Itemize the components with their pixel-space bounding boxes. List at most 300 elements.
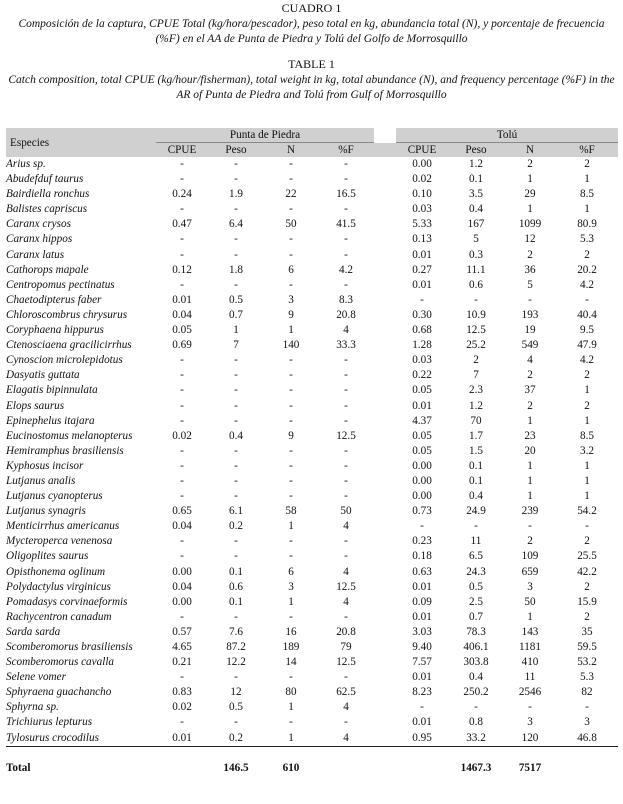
table-row [6, 353, 618, 368]
value-cell: 4 [343, 520, 349, 533]
value-cell: - [344, 384, 348, 397]
value-cell: - [344, 716, 348, 729]
table-row [6, 670, 618, 685]
value-cell: - [234, 414, 238, 427]
value-cell: 0.01 [412, 716, 432, 729]
value-cell: 53.2 [577, 656, 597, 669]
value-cell: 1 [584, 173, 590, 186]
value-cell: - [344, 610, 348, 623]
value-cell: 8.23 [412, 686, 432, 699]
value-cell: - [234, 384, 238, 397]
value-cell: 3 [527, 580, 533, 593]
value-cell: 1 [288, 701, 294, 714]
value-cell: 29 [524, 188, 536, 201]
value-cell: 8.5 [580, 429, 594, 442]
value-cell: 12.5 [466, 324, 486, 337]
value-cell: - [474, 293, 478, 306]
value-cell: 2.5 [469, 595, 483, 608]
value-cell: 46.8 [577, 731, 597, 744]
value-cell: 1.5 [469, 444, 483, 457]
value-cell: 0.00 [412, 474, 432, 487]
value-cell: 0.4 [469, 490, 483, 503]
value-cell: 36 [524, 263, 536, 276]
value-cell: - [344, 369, 348, 382]
value-cell: 0.4 [469, 203, 483, 216]
value-cell: 659 [521, 565, 539, 578]
column-gap [374, 143, 396, 158]
value-cell: 20.8 [336, 308, 356, 321]
column-gap [374, 565, 396, 580]
subheader-cpue: CPUE [396, 143, 448, 158]
table-row [6, 399, 618, 414]
value-cell: - [234, 490, 238, 503]
value-cell: 5.3 [580, 233, 594, 246]
value-cell: 120 [521, 731, 539, 744]
value-cell: 0.01 [412, 248, 432, 261]
value-cell: - [180, 369, 184, 382]
value-cell: 15.9 [577, 595, 597, 608]
value-cell: 11.1 [466, 263, 486, 276]
value-cell: - [289, 716, 293, 729]
value-cell: 0.5 [469, 580, 483, 593]
value-cell: 4.2 [580, 354, 594, 367]
value-cell: - [180, 354, 184, 367]
total-label: Total [6, 761, 31, 774]
species-header: Especies [6, 128, 156, 157]
species-name: Chaetodipterus faber [6, 293, 102, 306]
value-cell: - [344, 474, 348, 487]
value-cell: 0.13 [412, 233, 432, 246]
column-gap [374, 549, 396, 564]
catch-table [6, 128, 618, 776]
species-name: Oligoplites saurus [6, 550, 89, 563]
value-cell: 2 [584, 369, 590, 382]
value-cell: 4 [343, 731, 349, 744]
value-cell: 3 [584, 716, 590, 729]
value-cell: - [420, 701, 424, 714]
document-page [0, 1, 623, 804]
value-cell: 1 [288, 731, 294, 744]
value-cell: 1.28 [412, 339, 432, 352]
value-cell: 0.00 [412, 158, 432, 170]
value-cell: 78.3 [466, 625, 486, 638]
subheader-cpue: CPUE [156, 143, 208, 158]
table-row [6, 368, 618, 383]
table-row [6, 655, 618, 670]
column-gap [374, 655, 396, 670]
table-row [6, 534, 618, 549]
value-cell: - [344, 399, 348, 412]
value-cell: - [289, 203, 293, 216]
value-cell: - [180, 203, 184, 216]
species-name: Caranx latus [6, 248, 65, 261]
value-cell: 1 [527, 173, 533, 186]
value-cell: 79 [340, 641, 352, 653]
value-cell: 0.1 [469, 173, 483, 186]
value-cell: - [289, 173, 293, 186]
species-name: Rachycentron canadum [6, 610, 112, 623]
value-cell: 0.01 [412, 610, 432, 623]
value-cell: 2 [584, 399, 590, 412]
value-cell: 3 [288, 580, 294, 593]
value-cell: - [180, 158, 184, 170]
value-cell: 1.2 [469, 158, 483, 170]
value-cell: 14 [285, 656, 297, 669]
total-tolu-peso: 1467.3 [460, 761, 492, 774]
species-name: Caranx hippos [6, 233, 73, 246]
value-cell: 2 [527, 248, 533, 261]
column-gap [374, 172, 396, 187]
column-gap [374, 685, 396, 700]
value-cell: 8.3 [339, 293, 353, 306]
column-gap [374, 232, 396, 247]
value-cell: 42.2 [577, 565, 597, 578]
value-cell: - [234, 233, 238, 246]
value-cell: 109 [521, 550, 539, 563]
value-cell: 1 [584, 414, 590, 427]
value-cell: 0.6 [469, 278, 483, 291]
value-cell: - [344, 248, 348, 261]
value-cell: 167 [467, 218, 485, 231]
value-cell: 0.01 [412, 671, 432, 684]
value-cell: 2546 [518, 686, 542, 699]
value-cell: 2 [584, 610, 590, 623]
value-cell: 50 [524, 595, 536, 608]
value-cell: 0.47 [172, 218, 192, 231]
table-row [6, 504, 618, 519]
value-cell: 1 [527, 610, 533, 623]
species-name: Bairdiella ronchus [6, 188, 90, 201]
value-cell: 7 [473, 369, 479, 382]
value-cell: 140 [282, 339, 300, 352]
value-cell: 0.05 [412, 384, 432, 397]
table-row [6, 248, 618, 263]
value-cell: 0.1 [229, 565, 243, 578]
value-cell: - [289, 233, 293, 246]
value-cell: 50 [340, 505, 352, 518]
value-cell: 9 [288, 308, 294, 321]
species-name: Elagatis bipinnulata [6, 384, 98, 397]
value-cell: 1 [233, 324, 239, 337]
value-cell: 0.05 [412, 429, 432, 442]
value-cell: - [585, 293, 589, 306]
subheader-peso: Peso [448, 143, 504, 158]
group-header-punta-de-piedra: Punta de Piedra [156, 128, 374, 143]
value-cell: - [344, 278, 348, 291]
value-cell: - [420, 520, 424, 533]
value-cell: - [528, 520, 532, 533]
value-cell: 303.8 [463, 656, 489, 669]
value-cell: 24.3 [466, 565, 486, 578]
species-name: Scomberomorus cavalla [6, 656, 115, 669]
column-gap [374, 640, 396, 655]
cuadro-title: CUADRO 1 [281, 1, 342, 15]
value-cell: - [180, 278, 184, 291]
table-row [6, 232, 618, 247]
species-name: Balistes capriscus [6, 203, 88, 216]
total-pp-peso: 146.5 [223, 761, 249, 774]
table-row [6, 278, 618, 293]
value-cell: 5.33 [412, 218, 432, 231]
value-cell: - [289, 444, 293, 457]
value-cell: 0.63 [412, 565, 432, 578]
table-row [6, 429, 618, 444]
value-cell: 8.5 [580, 188, 594, 201]
value-cell: 10.9 [466, 308, 486, 321]
value-cell: - [234, 399, 238, 412]
value-cell: - [289, 671, 293, 684]
table-row [6, 323, 618, 338]
value-cell: 3.03 [412, 625, 432, 638]
value-cell: - [289, 399, 293, 412]
table-row [6, 383, 618, 398]
value-cell: 0.22 [412, 369, 432, 382]
value-cell: - [180, 610, 184, 623]
value-cell: 12.2 [226, 656, 246, 669]
value-cell: 0.69 [172, 339, 192, 352]
column-gap [374, 323, 396, 338]
value-cell: 47.9 [577, 339, 597, 352]
value-cell: 12.5 [336, 429, 356, 442]
value-cell: - [344, 233, 348, 246]
value-cell: 3.5 [469, 188, 483, 201]
value-cell: 58 [285, 505, 297, 518]
table-row [6, 519, 618, 534]
value-cell: - [528, 293, 532, 306]
value-cell: 1.8 [229, 263, 243, 276]
species-name: Lutjanus analis [6, 474, 76, 487]
value-cell: 6.4 [229, 218, 243, 231]
value-cell: - [344, 158, 348, 170]
value-cell: 25.5 [577, 550, 597, 563]
column-gap [374, 580, 396, 595]
value-cell: 33.3 [336, 339, 356, 352]
total-pp-n: 610 [282, 761, 300, 774]
column-gap [374, 383, 396, 398]
value-cell: 20 [524, 444, 536, 457]
value-cell: - [289, 158, 293, 170]
value-cell: - [234, 474, 238, 487]
value-cell: 0.57 [172, 625, 192, 638]
species-name: Centropomus pectinatus [6, 278, 115, 291]
species-name: Selene vomer [6, 671, 66, 684]
column-gap [374, 715, 396, 730]
table-row [6, 444, 618, 459]
value-cell: 0.18 [412, 550, 432, 563]
value-cell: 0.05 [412, 444, 432, 457]
value-cell: 1 [288, 595, 294, 608]
value-cell: 6.1 [229, 505, 243, 518]
value-cell: 4 [343, 324, 349, 337]
value-cell: 2 [527, 535, 533, 548]
group-header-tolu: Tolú [396, 128, 618, 143]
value-cell: 2 [473, 354, 479, 367]
value-cell: - [344, 444, 348, 457]
value-cell: 1.2 [469, 399, 483, 412]
value-cell: 239 [521, 505, 539, 518]
value-cell: - [180, 444, 184, 457]
value-cell: - [344, 414, 348, 427]
value-cell: 22 [285, 188, 297, 201]
total-separator [6, 746, 618, 761]
value-cell: 3.2 [580, 444, 594, 457]
value-cell: - [180, 474, 184, 487]
value-cell: 0.01 [172, 293, 192, 306]
value-cell: 0.04 [172, 580, 192, 593]
value-cell: 0.03 [412, 203, 432, 216]
value-cell: - [180, 550, 184, 563]
table-row [6, 474, 618, 489]
species-name: Opisthonema oglinum [6, 565, 106, 578]
value-cell: 35 [581, 625, 593, 638]
value-cell: 12.5 [336, 580, 356, 593]
value-cell: - [289, 459, 293, 472]
value-cell: 24.9 [466, 505, 486, 518]
value-cell: - [344, 671, 348, 684]
species-name: Sphyraena guachancho [6, 686, 112, 699]
value-cell: 0.21 [172, 656, 192, 669]
value-cell: - [234, 550, 238, 563]
species-name: Lutjanus synagris [6, 505, 86, 518]
column-gap [374, 610, 396, 625]
species-name: Epinephelus itajara [6, 414, 95, 427]
column-gap [374, 700, 396, 715]
species-name: Scomberomorus brasiliensis [6, 641, 133, 653]
table-row [6, 308, 618, 323]
species-name: Coryphaena hippurus [6, 324, 104, 337]
species-name: Arius sp. [6, 158, 46, 170]
value-cell: 0.03 [412, 354, 432, 367]
value-cell: - [180, 716, 184, 729]
table-row [6, 731, 618, 747]
value-cell: 54.2 [577, 505, 597, 518]
value-cell: 1 [288, 324, 294, 337]
value-cell: - [289, 474, 293, 487]
value-cell: 3 [288, 293, 294, 306]
value-cell: - [289, 369, 293, 382]
column-gap [374, 293, 396, 308]
species-name: Trichiurus lepturus [6, 716, 93, 729]
value-cell: - [474, 701, 478, 714]
column-gap [374, 504, 396, 519]
value-cell: 1 [527, 414, 533, 427]
value-cell: 0.8 [469, 716, 483, 729]
value-cell: 1 [584, 474, 590, 487]
value-cell: - [234, 278, 238, 291]
value-cell: 406.1 [463, 641, 489, 653]
value-cell: 0.02 [412, 173, 432, 186]
value-cell: 0.30 [412, 308, 432, 321]
value-cell: - [528, 701, 532, 714]
table-row [6, 565, 618, 580]
species-name: Mycteroperca venenosa [6, 535, 113, 548]
species-name: Sarda sarda [6, 625, 61, 638]
value-cell: - [234, 158, 238, 170]
value-cell: 80 [285, 686, 297, 699]
table-row [6, 172, 618, 187]
value-cell: - [234, 444, 238, 457]
subheader-n: N [504, 143, 556, 158]
value-cell: 0.00 [412, 459, 432, 472]
value-cell: - [344, 173, 348, 186]
table-row [6, 610, 618, 625]
species-name: Kyphosus incisor [6, 459, 84, 472]
value-cell: 0.05 [172, 324, 192, 337]
species-name: Dasyatis guttata [6, 369, 80, 382]
value-cell: 6 [288, 565, 294, 578]
column-gap [374, 399, 396, 414]
value-cell: 16 [285, 625, 297, 638]
species-name: Caranx crysos [6, 218, 71, 231]
value-cell: 4 [343, 701, 349, 714]
value-cell: - [289, 384, 293, 397]
value-cell: 250.2 [463, 686, 489, 699]
species-name: Ctenosciaena gracilicirrhus [6, 339, 132, 352]
table-row [6, 187, 618, 202]
value-cell: 0.95 [412, 731, 432, 744]
value-cell: 82 [581, 686, 593, 699]
value-cell: 0.68 [412, 324, 432, 337]
value-cell: 2 [527, 369, 533, 382]
value-cell: 549 [521, 339, 539, 352]
table-row [6, 414, 618, 429]
value-cell: 0.65 [172, 505, 192, 518]
value-cell: 1 [584, 203, 590, 216]
value-cell: 0.2 [229, 520, 243, 533]
value-cell: - [234, 610, 238, 623]
value-cell: 23 [524, 429, 536, 442]
value-cell: - [180, 535, 184, 548]
subheader-f: %F [556, 143, 618, 158]
value-cell: 0.23 [412, 535, 432, 548]
column-gap [374, 670, 396, 685]
column-gap [374, 128, 396, 143]
value-cell: 1 [527, 459, 533, 472]
value-cell: 0.1 [469, 474, 483, 487]
value-cell: 0.5 [229, 293, 243, 306]
value-cell: - [234, 535, 238, 548]
value-cell: - [180, 384, 184, 397]
value-cell: 1 [584, 384, 590, 397]
species-name: Sphyrna sp. [6, 701, 59, 714]
value-cell: - [180, 173, 184, 186]
value-cell: 1.7 [469, 429, 483, 442]
table-row [6, 293, 618, 308]
value-cell: - [180, 248, 184, 261]
value-cell: - [234, 173, 238, 186]
value-cell: - [344, 535, 348, 548]
column-gap [374, 429, 396, 444]
value-cell: 2 [584, 248, 590, 261]
value-cell: 9.40 [412, 641, 432, 653]
value-cell: 0.83 [172, 686, 192, 699]
value-cell: 0.01 [412, 580, 432, 593]
value-cell: - [289, 414, 293, 427]
value-cell: 5.3 [580, 671, 594, 684]
value-cell: 37 [524, 384, 536, 397]
value-cell: 0.7 [229, 308, 243, 321]
value-cell: 2 [584, 580, 590, 593]
value-cell: 62.5 [336, 686, 356, 699]
value-cell: 0.12 [172, 263, 192, 276]
value-cell: 0.27 [412, 263, 432, 276]
value-cell: 0.00 [172, 565, 192, 578]
species-name: Lutjanus cyanopterus [6, 490, 103, 503]
table-row [6, 157, 618, 172]
value-cell: 25.2 [466, 339, 486, 352]
value-cell: 0.5 [229, 701, 243, 714]
value-cell: 33.2 [466, 731, 486, 744]
